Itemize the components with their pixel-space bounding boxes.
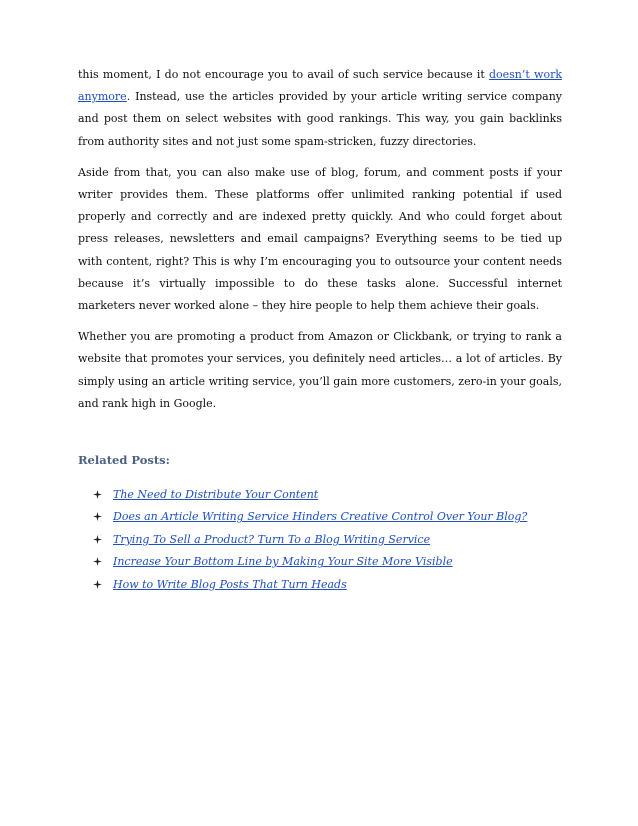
paragraph-outsourcing-caution: [78, 64, 562, 153]
related-post-link-blog-posts-turn-heads[interactable]: How to Write Blog Posts That Turn Heads: [113, 577, 347, 591]
paragraph-text-end: . Instead, use the articles provided by your article writing service company and post them on select websites with good rankings. This way, you gain backlinks from authority sites and not just some spam-stricken, fuzzy directories.: [78, 90, 562, 148]
related-posts-heading: Related Posts:: [78, 453, 170, 468]
related-post-link-distribute-content[interactable]: The Need to Distribute Your Content: [113, 487, 319, 501]
related-posts-list: [78, 483, 562, 596]
related-post-item: [93, 506, 562, 529]
diamond-bullet-icon: [93, 580, 113, 589]
related-post-item: [93, 551, 562, 574]
related-post-link-sell-product[interactable]: Trying To Sell a Product? Turn To a Blog Writing Service: [113, 532, 431, 546]
related-post-link-creative-control[interactable]: Does an Article Writing Service Hinders Creative Control Over Your Blog?: [113, 510, 528, 524]
paragraph-conclusion: Whether you are promoting a product from Amazon or Clickbank, or trying to rank a website that promotes your services, you definitely need articles… a lot of articles. By simply using an article writing service, you’ll gain more customers, zero-in your goals, and rank high in Google.: [78, 330, 562, 410]
diamond-bullet-icon: [93, 512, 113, 521]
paragraph-text-start: this moment, I do not encourage you to avail of such service because it: [78, 68, 489, 81]
paragraph-other-platforms: Aside from that, you can also make use of blog, forum, and comment posts if your writer provides them. These platforms offer unlimited ranking potential if used properly and correctly and are indexed pretty quickly. And who could forget about press releases, newsletters and email campaigns? Everything seems to be tied up with content, right? This is why I’m encouraging you to outsource your content needs because it’s virtually impossible to do these tasks alone. Successful internet marketers never worked alone – they hire people to help them achieve their goals.: [78, 165, 562, 313]
diamond-bullet-icon: [93, 557, 113, 566]
related-post-item: [93, 573, 562, 596]
diamond-bullet-icon: [93, 535, 113, 544]
related-post-item: [93, 528, 562, 551]
diamond-bullet-icon: [93, 490, 113, 499]
related-post-item: [93, 483, 562, 506]
document-page: [78, 64, 562, 596]
doesnt-work-anymore-link[interactable]: doesn’t work anymore: [78, 68, 562, 104]
related-post-link-bottom-line[interactable]: Increase Your Bottom Line by Making Your Site More Visible: [113, 555, 453, 569]
